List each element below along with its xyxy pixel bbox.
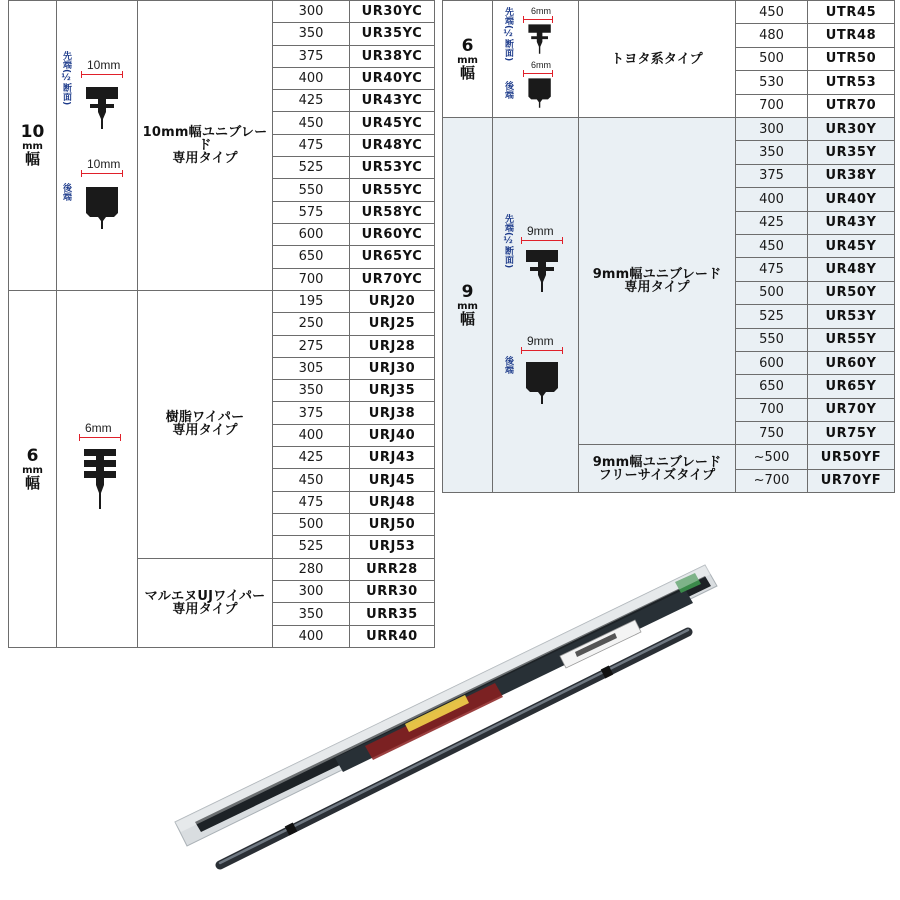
length-cell: 350	[273, 603, 350, 625]
width-number: 6	[26, 445, 39, 466]
length-cell: 400	[736, 188, 808, 211]
part-number-cell: UR40YC	[350, 67, 435, 89]
length-cell: 525	[273, 157, 350, 179]
length-cell: 500	[736, 47, 808, 70]
width-unit: mm	[457, 54, 478, 66]
width-unit: mm	[22, 464, 43, 476]
rear-cross-section-icon	[84, 185, 120, 231]
width-unit: mm	[457, 300, 478, 312]
rear-end-label: 後端	[61, 183, 71, 201]
width-unit: mm	[22, 141, 43, 152]
part-number-cell: UR40Y	[808, 188, 895, 211]
length-cell: 300	[736, 118, 808, 141]
left-spec-table	[8, 0, 435, 648]
length-cell: 480	[736, 24, 808, 47]
part-number-cell: UTR50	[808, 47, 895, 70]
wiper-refill-product-image	[165, 560, 725, 890]
length-cell: 280	[273, 558, 350, 581]
length-cell: 700	[273, 268, 350, 290]
part-number-cell: URJ43	[350, 447, 435, 469]
front-width-dimension-line	[81, 74, 123, 75]
table-row	[443, 1, 895, 24]
blade-type-cell: マルエヌUJワイパー 専用タイプ	[138, 558, 273, 647]
length-cell: 375	[736, 164, 808, 187]
part-number-cell: UR60YC	[350, 223, 435, 245]
part-number-cell: UTR53	[808, 71, 895, 94]
part-number-cell: URR30	[350, 581, 435, 603]
front-width-dimension-line	[523, 19, 553, 20]
rear-width-dimension-label: 6mm	[531, 60, 551, 70]
part-number-cell: UR55YC	[350, 179, 435, 201]
length-cell: 350	[736, 141, 808, 164]
resin-blade-cross-section-icon	[82, 447, 118, 511]
length-cell: 700	[736, 94, 808, 117]
part-number-cell: UR35YC	[350, 23, 435, 45]
length-cell: ~700	[736, 469, 808, 492]
length-cell: 650	[273, 246, 350, 268]
part-number-cell: UTR48	[808, 24, 895, 47]
blade-type-cell: 10mm幅ユニブレード 専用タイプ	[138, 1, 273, 291]
length-cell: 550	[736, 328, 808, 351]
part-number-cell: URR28	[350, 558, 435, 581]
front-width-dimension-label: 10mm	[87, 58, 121, 72]
front-end-label: 先端(½断面)	[503, 214, 513, 269]
length-cell: 475	[736, 258, 808, 281]
part-number-cell: URJ50	[350, 513, 435, 535]
width-kanji: 幅	[459, 63, 475, 82]
part-number-cell: URJ40	[350, 424, 435, 446]
length-cell: 500	[736, 281, 808, 304]
part-number-cell: UR50YF	[808, 445, 895, 469]
part-number-cell: UR45YC	[350, 112, 435, 134]
length-cell: 575	[273, 201, 350, 223]
length-cell: ~500	[736, 445, 808, 469]
part-number-cell: URJ53	[350, 536, 435, 558]
part-number-cell: URJ48	[350, 491, 435, 513]
rear-cross-section-icon	[527, 77, 552, 109]
front-cross-section-icon	[84, 85, 120, 131]
length-cell: 450	[736, 234, 808, 257]
front-width-dimension-line	[521, 240, 563, 241]
rear-cross-section-icon	[524, 360, 560, 406]
packaged-refill	[175, 565, 717, 846]
front-cross-section-icon	[524, 248, 560, 294]
diagram-canvas	[493, 1, 579, 117]
length-cell: 525	[273, 536, 350, 558]
rear-width-dimension-line	[81, 173, 123, 174]
width-dimension-line	[79, 437, 121, 438]
part-number-cell: UR30YC	[350, 1, 435, 23]
table-row	[443, 118, 895, 141]
part-number-cell: UR60Y	[808, 351, 895, 374]
width-cell	[443, 1, 493, 118]
length-cell: 450	[273, 112, 350, 134]
length-cell: 400	[273, 67, 350, 89]
part-number-cell: UTR45	[808, 1, 895, 24]
length-cell: 450	[273, 469, 350, 491]
part-number-cell: UR45Y	[808, 234, 895, 257]
length-cell: 350	[273, 380, 350, 402]
part-number-cell: UR75Y	[808, 422, 895, 445]
part-number-cell: URJ30	[350, 357, 435, 379]
length-cell: 300	[273, 1, 350, 23]
part-number-cell: UR43Y	[808, 211, 895, 234]
diagram-canvas	[57, 291, 138, 647]
length-cell: 500	[273, 513, 350, 535]
length-cell: 600	[736, 351, 808, 374]
part-number-cell: URJ38	[350, 402, 435, 424]
part-number-cell: URJ35	[350, 380, 435, 402]
right-spec-table	[442, 0, 895, 493]
length-cell: 425	[273, 447, 350, 469]
blade-type-cell: 樹脂ワイパー 専用タイプ	[138, 291, 273, 559]
length-cell: 600	[273, 223, 350, 245]
diagram-canvas	[493, 118, 579, 492]
length-cell: 750	[736, 422, 808, 445]
front-width-dimension-label: 9mm	[527, 224, 554, 238]
part-number-cell: UR58YC	[350, 201, 435, 223]
part-number-cell: URR40	[350, 625, 435, 647]
part-number-cell: UR35Y	[808, 141, 895, 164]
length-cell: 195	[273, 291, 350, 313]
part-number-cell: UR70YC	[350, 268, 435, 290]
length-cell: 530	[736, 71, 808, 94]
part-number-cell: UR48Y	[808, 258, 895, 281]
length-cell: 700	[736, 398, 808, 421]
width-kanji: 幅	[24, 150, 40, 168]
part-number-cell: UR50Y	[808, 281, 895, 304]
part-number-cell: URJ45	[350, 469, 435, 491]
part-number-cell: UR48YC	[350, 134, 435, 156]
front-width-dimension-label: 6mm	[531, 6, 551, 16]
cross-section-diagram	[493, 1, 579, 118]
cross-section-diagram	[57, 1, 138, 291]
part-number-cell: URJ20	[350, 291, 435, 313]
part-number-cell: URR35	[350, 603, 435, 625]
front-end-label: 先端(½断面)	[503, 7, 513, 62]
part-number-cell: URJ28	[350, 335, 435, 357]
rear-end-label: 後端	[503, 81, 513, 99]
part-number-cell: UR53YC	[350, 157, 435, 179]
rear-width-dimension-label: 9mm	[527, 334, 554, 348]
rear-width-dimension-label: 10mm	[87, 157, 121, 171]
part-number-cell: UR70Y	[808, 398, 895, 421]
length-cell: 425	[736, 211, 808, 234]
width-dimension-label: 6mm	[85, 421, 112, 435]
blade-type-cell: トヨタ系タイプ	[579, 1, 736, 118]
length-cell: 300	[273, 581, 350, 603]
cross-section-diagram	[493, 118, 579, 493]
width-number: 10	[20, 122, 45, 142]
bare-refill-blade	[220, 630, 688, 865]
part-number-cell: UR65YC	[350, 246, 435, 268]
blade-type-cell: 9mm幅ユニブレード 専用タイプ	[579, 118, 736, 445]
rear-width-dimension-line	[523, 73, 553, 74]
length-cell: 475	[273, 491, 350, 513]
part-number-cell: UR65Y	[808, 375, 895, 398]
diagram-canvas	[57, 1, 138, 290]
part-number-cell: UR38YC	[350, 45, 435, 67]
length-cell: 400	[273, 424, 350, 446]
length-cell: 400	[273, 625, 350, 647]
width-cell	[443, 118, 493, 493]
part-number-cell: UR38Y	[808, 164, 895, 187]
rear-width-dimension-line	[521, 350, 563, 351]
length-cell: 375	[273, 45, 350, 67]
length-cell: 650	[736, 375, 808, 398]
length-cell: 375	[273, 402, 350, 424]
part-number-cell: UR43YC	[350, 90, 435, 112]
length-cell: 525	[736, 305, 808, 328]
length-cell: 550	[273, 179, 350, 201]
length-cell: 425	[273, 90, 350, 112]
width-number: 9	[461, 281, 474, 302]
part-number-cell: UTR70	[808, 94, 895, 117]
part-number-cell: UR53Y	[808, 305, 895, 328]
width-cell	[9, 1, 57, 291]
width-kanji: 幅	[24, 473, 40, 492]
cross-section-diagram	[57, 291, 138, 648]
table-row	[9, 291, 435, 313]
rear-end-label: 後端	[503, 356, 513, 374]
length-cell: 350	[273, 23, 350, 45]
length-cell: 475	[273, 134, 350, 156]
part-number-cell: UR70YF	[808, 469, 895, 492]
part-number-cell: URJ25	[350, 313, 435, 335]
length-cell: 250	[273, 313, 350, 335]
table-row	[9, 1, 435, 23]
width-cell	[9, 291, 57, 648]
width-kanji: 幅	[459, 309, 475, 328]
length-cell: 275	[273, 335, 350, 357]
front-end-label: 先端(½断面)	[61, 51, 71, 106]
width-number: 6	[461, 35, 474, 56]
part-number-cell: UR30Y	[808, 118, 895, 141]
blade-type-cell: 9mm幅ユニブレード フリーサイズタイプ	[579, 445, 736, 493]
front-cross-section-icon	[527, 23, 552, 55]
length-cell: 450	[736, 1, 808, 24]
length-cell: 305	[273, 357, 350, 379]
part-number-cell: UR55Y	[808, 328, 895, 351]
